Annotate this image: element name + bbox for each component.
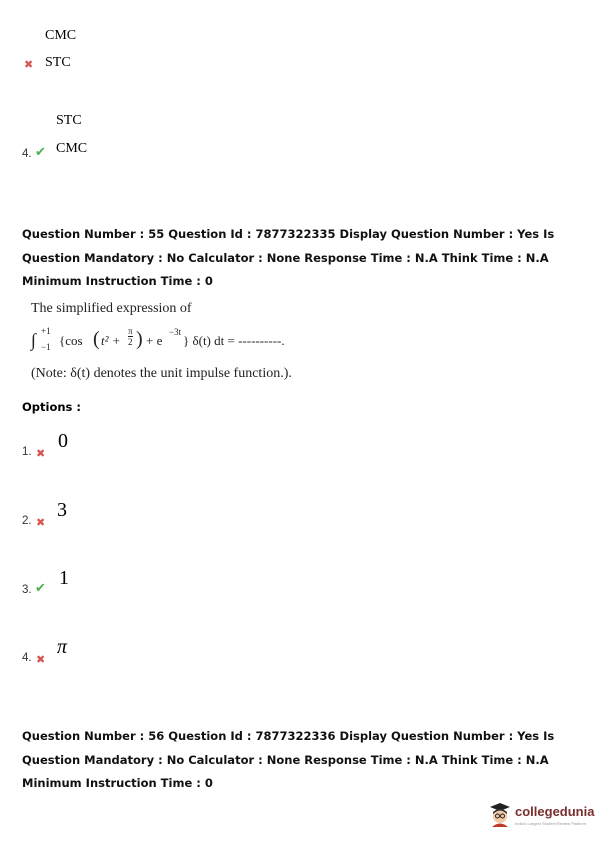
expression-end: } δ(t) dt = ----------. [183, 333, 285, 348]
paren-close: ) [136, 328, 143, 350]
correct-check-icon: ✔ [35, 145, 46, 160]
expression-cos: {cos [59, 333, 83, 348]
graduate-icon [488, 801, 512, 827]
expression-pi-over-2: π 2 [128, 326, 133, 347]
logo-tagline: India's Largest Student Review Platform [515, 821, 587, 826]
wrong-icon: ✖ [36, 447, 46, 460]
logo-name: collegedunia [515, 804, 595, 819]
question-55-note: (Note: δ(t) denotes the unit impulse function.). [31, 366, 292, 381]
option-2-number: 2. [22, 515, 32, 527]
option-4-number: 4. [22, 652, 32, 664]
option-1-number: 1. [22, 446, 32, 458]
wrong-icon: ✖ [36, 516, 46, 529]
correct-check-icon: ✔ [35, 581, 46, 596]
expression-exp: + e [146, 333, 163, 348]
integral-upper-limit: +1 [41, 326, 51, 336]
question-55-expression [31, 326, 361, 352]
expression-exponent: −3t [169, 327, 182, 337]
prev-option-b-line2: CMC [56, 141, 88, 156]
question-56-header: Question Number : 56 Question Id : 7877322336 Display Question Number : Yes Is Question Mandatory : No Calculator : None Response Time : N.A Think Time : N.A Minimum Instruction Time : 0 [22, 729, 555, 790]
question-55-header: Question Number : 55 Question Id : 7877322335 Display Question Number : Yes Is Question Mandatory : No Calculator : None Response Time : N.A Think Time : N.A Minimum Instruction Time : 0 [22, 227, 555, 288]
option-3-number: 3. [22, 584, 32, 596]
options-label: Options : [22, 400, 81, 414]
wrong-icon: ✖ [36, 653, 46, 666]
option-4-value: π [57, 636, 68, 658]
wrong-icon: ✖ [24, 58, 34, 71]
prev-option-b-number: 4. [22, 148, 32, 160]
paren-open: ( [93, 328, 100, 350]
prev-option-a-line1: CMC [45, 28, 77, 43]
expression-t-squared: t² + [101, 333, 121, 348]
question-55-line1: The simplified expression of [31, 301, 192, 316]
prev-option-b-line1: STC [56, 113, 82, 128]
prev-option-a-line2: STC [45, 55, 71, 70]
collegedunia-logo [488, 801, 595, 831]
integral-lower-limit: −1 [41, 342, 51, 352]
option-1-value: 0 [58, 430, 68, 452]
integral-symbol: ∫ [31, 330, 36, 350]
option-3-value: 1 [59, 567, 69, 589]
option-2-value: 3 [57, 499, 67, 521]
